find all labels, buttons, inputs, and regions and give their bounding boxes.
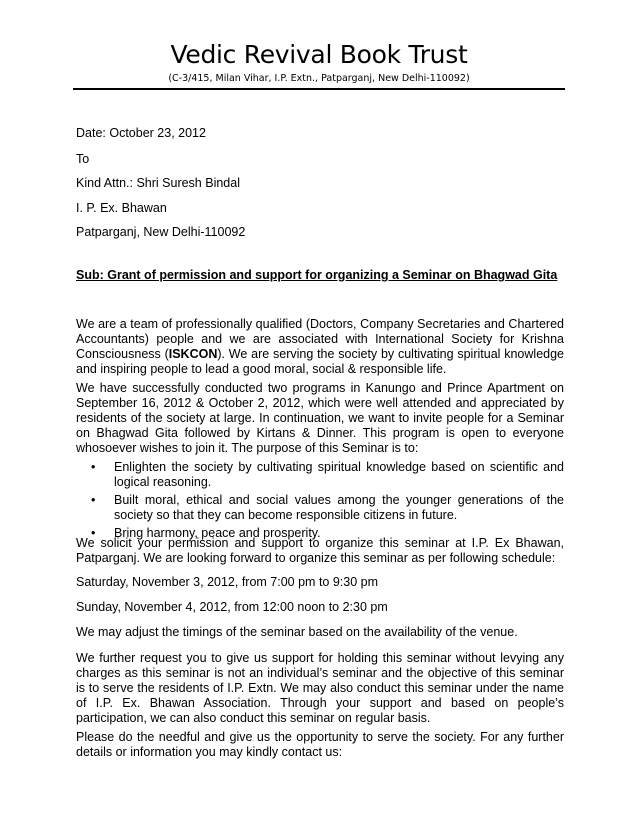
bullet-icon: • — [91, 460, 96, 474]
list-item-text: Built moral, ethical and social values among the younger generations of the society so that they can become responsible citizens in future. — [114, 493, 564, 522]
bullet-icon: • — [91, 526, 96, 540]
letter-date: Date: October 23, 2012 — [76, 126, 206, 140]
paragraph-solicit: We solicit your permission and support to organize this seminar at I.P. Ex Bhawan, Patparganj. We are looking forward to organize this seminar as per following schedule: — [76, 536, 564, 565]
paragraph-introduction — [76, 317, 564, 377]
organization-address: (C-3/415, Milan Vihar, I.P. Extn., Patparganj, New Delhi-110092) — [168, 73, 470, 84]
organization-name: Vedic Revival Book Trust — [170, 40, 468, 69]
recipient-to: To — [76, 152, 90, 166]
paragraph-closing: Please do the needful and give us the opportunity to serve the society. For any further details or information you may kindly contact us: — [76, 730, 564, 759]
list-item — [76, 460, 564, 490]
paragraph-request: We further request you to give us support for holding this seminar without levying any charges as this seminar is not an individual’s seminar and the objective of this seminar is to serve the residents of I.P. Extn. We may also conduct this seminar under the name of I.P. Ex. Bhawan Association. Through your support and based on people’s participation, we can also conduct this seminar on regular basis. — [76, 651, 564, 725]
purpose-list — [76, 460, 564, 544]
subject-line: Sub: Grant of permission and support for organizing a Seminar on Bhagwad Gita — [76, 268, 558, 282]
schedule-saturday: Saturday, November 3, 2012, from 7:00 pm to 9:30 pm — [76, 575, 379, 589]
list-item — [76, 493, 564, 523]
recipient-attention: Kind Attn.: Shri Suresh Bindal — [76, 176, 240, 190]
letterhead-divider — [73, 88, 565, 90]
list-item-text: Bring harmony, peace and prosperity. — [114, 526, 321, 540]
schedule-sunday: Sunday, November 4, 2012, from 12:00 noon to 2:30 pm — [76, 600, 388, 614]
recipient-address-line-1: I. P. Ex. Bhawan — [76, 201, 167, 215]
intro-text-start: We are a team of professionally qualified (Doctors, Company Secretaries and Chartered Accountants) people and we are associated with International Society for Krishna Consciousness ( — [76, 317, 564, 361]
iskcon-bold: ISKCON — [168, 347, 218, 361]
intro-text-end: ). We are serving the society by cultivating spiritual knowledge and inspiring people to lead a good moral, social & responsible life. — [76, 347, 564, 376]
list-item-text: Enlighten the society by cultivating spiritual knowledge based on scientific and logical reasoning. — [114, 460, 564, 489]
paragraph-timings: We may adjust the timings of the seminar based on the availability of the venue. — [76, 625, 518, 639]
paragraph-programs: We have successfully conducted two programs in Kanungo and Prince Apartment on September 16, 2012 & October 2, 2012, which were well attended and appreciated by residents of the society at large. In continuation, we want to invite people for a Seminar on Bhagwad Gita followed by Kirtans & Dinner. This program is open to everyone whosoever wishes to join it. The purpose of this Seminar is to: — [76, 381, 564, 455]
recipient-address-line-2: Patparganj, New Delhi-110092 — [76, 225, 246, 239]
bullet-icon: • — [91, 493, 96, 507]
